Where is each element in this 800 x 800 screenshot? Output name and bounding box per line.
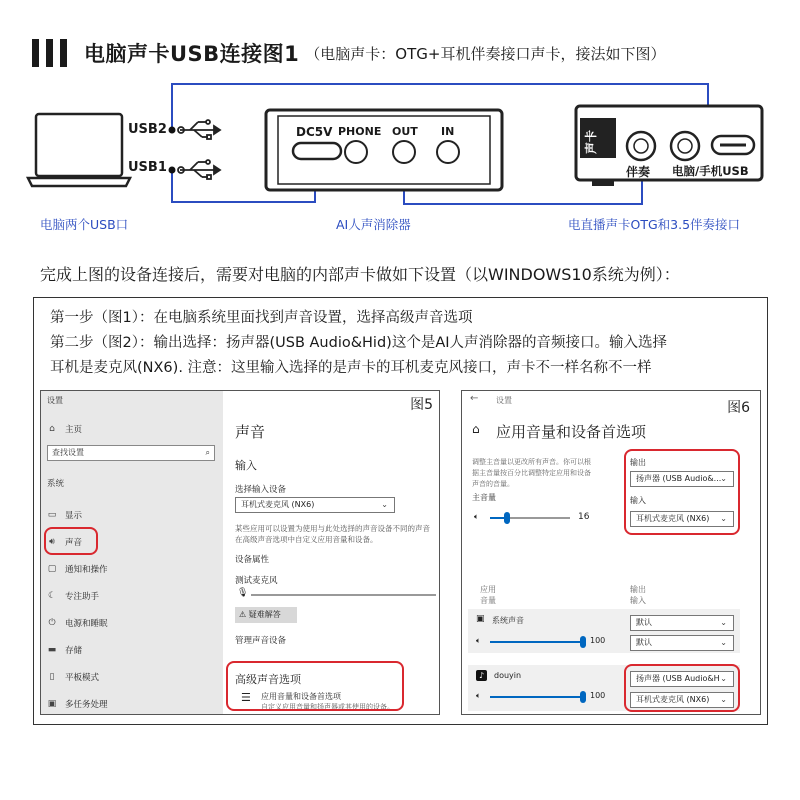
chevron-down-icon: ⌄ — [720, 695, 727, 704]
app-volume-link[interactable]: 应用音量和设备首选项 — [261, 692, 341, 701]
soundcard-tag: 声卡 — [584, 129, 598, 154]
chevron-down-icon: ⌄ — [720, 674, 727, 683]
speaker-icon: 🔈︎ — [476, 636, 481, 645]
master-volume-slider[interactable] — [490, 517, 570, 519]
app-volume-value: 100 — [590, 691, 606, 700]
system-volume-slider[interactable] — [490, 641, 584, 643]
speaker-icon: 🔊︎ — [49, 537, 55, 547]
sidebar-item-display[interactable] — [47, 509, 82, 521]
system-input-dropdown[interactable] — [630, 635, 734, 651]
page-header — [32, 36, 665, 70]
speaker-icon: 🔈︎ — [474, 512, 479, 521]
figure-6-screenshot — [461, 390, 761, 715]
sidebar-item-label: 电源和睡眠 — [65, 619, 108, 629]
sidebar-item-tablet[interactable] — [47, 671, 99, 683]
note-line-2: 在高级声音选项中自定义应用音量和设备。 — [235, 535, 378, 544]
master-volume-value: 16 — [578, 512, 590, 522]
sidebar-item-label: 显示 — [65, 511, 83, 521]
tablet-icon: ▯ — [49, 672, 55, 682]
column-header-app: 应用 — [480, 585, 496, 594]
usb2-label: USB2 — [128, 122, 167, 137]
advanced-heading: 高级声音选项 — [235, 673, 301, 686]
input-heading: 输入 — [235, 459, 257, 472]
sound-highlight-ring — [44, 527, 98, 555]
ai-voice-remover-device — [266, 110, 502, 190]
troubleshoot-label: 疑难解答 — [248, 610, 281, 619]
figure-tag: 图5 — [410, 397, 433, 413]
usb-icon — [178, 160, 220, 179]
note-line-1: 某些应用可以设置为使用与此处选择的声音设备不同的声音 — [235, 524, 430, 533]
search-icon: ⌕ — [205, 448, 210, 457]
back-arrow-icon[interactable]: ← — [470, 393, 479, 404]
column-header-output: 输出 — [630, 585, 646, 594]
laptop-icon — [28, 114, 130, 186]
dropdown-value: 扬声器 (USB Audio&H — [636, 674, 720, 683]
header-bar — [46, 39, 53, 67]
column-header-volume: 音量 — [480, 596, 496, 605]
sidebar-item-label: 通知和操作 — [65, 565, 108, 575]
advanced-highlight-ring — [226, 661, 404, 711]
sidebar-item-focus[interactable] — [47, 590, 99, 602]
dropdown-value: 默认 — [636, 618, 652, 627]
header-bar — [32, 39, 39, 67]
window-title: 设置 — [496, 396, 512, 405]
page-heading: 应用音量和设备首选项 — [496, 423, 647, 441]
app-volume-slider[interactable] — [490, 696, 584, 698]
slider-thumb[interactable] — [580, 691, 586, 703]
speaker-icon: 🔈︎ — [476, 691, 481, 700]
system-volume-value: 100 — [590, 636, 606, 645]
usb1-label: USB1 — [128, 160, 167, 175]
storage-icon: ▬ — [47, 645, 57, 655]
sidebar-item-label: 平板模式 — [65, 673, 100, 683]
soundcard-caption: 电直播声卡OTG和3.5伴奏接口 — [568, 217, 741, 232]
input-label: 输入 — [630, 496, 646, 505]
settings-sidebar — [41, 391, 223, 714]
sidebar-item-storage[interactable] — [47, 644, 82, 656]
sidebar-item-home[interactable] — [47, 423, 82, 435]
connection-diagram — [0, 76, 800, 236]
intro-text: 完成上图的设备连接后，需要对电脑的内部声卡做如下设置（以WINDOWS10系统为例）： — [40, 265, 680, 284]
mic-icon: 🎙︎ — [237, 588, 249, 598]
moon-icon: ☾ — [47, 591, 57, 601]
system-output-dropdown[interactable] — [630, 615, 734, 631]
slider-thumb[interactable] — [580, 636, 586, 648]
page-heading: 声音 — [235, 423, 266, 441]
dropdown-value: 耳机式麦克风 (NX6) — [636, 695, 710, 704]
ai-remover-caption: AI人声消除器 — [336, 217, 411, 232]
usb-icon — [178, 120, 220, 139]
sidebar-item-notifications[interactable] — [47, 563, 108, 575]
app-name: douyin — [494, 671, 522, 680]
chevron-down-icon: ⌄ — [720, 514, 727, 523]
desc-line-2: 据主音量按百分比调整特定应用和设备 — [472, 469, 591, 477]
column-header-input: 输入 — [630, 596, 646, 605]
input-device-dropdown[interactable] — [235, 497, 395, 513]
pc-usb-caption: 电脑两个USB口 — [40, 217, 129, 232]
output-label: 输出 — [630, 458, 646, 467]
sliders-icon: ☰ — [241, 691, 251, 704]
step-2-cont: 耳机是麦克风(NX6). 注意：这里输入选择的是声卡的耳机麦克风接口，声卡不一样名称不一样 — [50, 360, 652, 376]
dc5v-label: DC5V — [296, 125, 333, 139]
mic-level-bar — [251, 594, 436, 596]
troubleshoot-button[interactable] — [235, 607, 297, 623]
sidebar-item-label: 多任务处理 — [65, 700, 108, 710]
sidebar-item-label: 存储 — [65, 646, 83, 656]
search-placeholder: 查找设置 — [52, 448, 84, 457]
phone-label: PHONE — [338, 125, 382, 138]
desc-line-1: 调整主音量以更改所有声音。你可以根 — [472, 458, 591, 466]
figure-tag: 图6 — [727, 400, 750, 416]
test-mic-label: 测试麦克风 — [235, 576, 278, 586]
system-sounds-label: 系统声音 — [492, 616, 524, 625]
douyin-icon: ♪ — [476, 670, 487, 681]
settings-main — [223, 391, 439, 714]
sidebar-item-multitasking[interactable] — [47, 698, 108, 710]
home-icon: ⌂ — [472, 422, 480, 436]
system-sounds-icon: ▣ — [476, 614, 485, 624]
window-title: 设置 — [47, 396, 63, 405]
multitask-icon: ▣ — [47, 699, 57, 709]
chevron-down-icon: ⌄ — [720, 618, 727, 627]
desc-line-3: 声音的音量。 — [472, 480, 514, 488]
steps-panel — [33, 297, 768, 725]
master-volume-label: 主音量 — [472, 493, 496, 502]
chevron-down-icon: ⌄ — [720, 638, 727, 647]
step-1: 第一步（图1）：在电脑系统里面找到声音设置，选择高级声音选项 — [50, 310, 473, 326]
manage-devices-link[interactable]: 管理声音设备 — [235, 636, 287, 646]
dropdown-value: 默认 — [636, 638, 652, 647]
dropdown-value: 耳机式麦克风 (NX6) — [241, 500, 315, 509]
home-icon: ⌂ — [49, 424, 55, 434]
device-prefs-highlight-ring — [624, 449, 740, 535]
slider-thumb[interactable] — [504, 512, 510, 524]
warning-icon: ⚠ — [239, 610, 247, 619]
notification-icon: ▢ — [47, 564, 57, 574]
chevron-down-icon: ⌄ — [720, 474, 727, 483]
out-label: OUT — [392, 125, 418, 138]
section-label: 系统 — [47, 479, 65, 489]
in-label: IN — [441, 125, 455, 138]
device-properties-link[interactable]: 设备属性 — [235, 555, 270, 565]
choose-input-label: 选择输入设备 — [235, 485, 287, 495]
sidebar-item-label: 声音 — [65, 538, 83, 548]
monitor-icon: ▭ — [47, 510, 57, 520]
search-input[interactable] — [47, 445, 215, 461]
dropdown-value: 耳机式麦克风 (NX6) — [636, 514, 710, 523]
figure-5-screenshot — [40, 390, 440, 715]
sidebar-item-label: 主页 — [65, 425, 83, 435]
pc-phone-usb-label: 电脑/手机USB — [672, 164, 749, 178]
accompany-label: 伴奏 — [626, 165, 651, 179]
app-volume-desc: 自定义应用音量和扬声器或其使用的设备。 — [261, 703, 394, 711]
sidebar-item-label: 专注助手 — [65, 592, 100, 602]
page-subtitle: （电脑声卡：OTG+耳机伴奏接口声卡，接法如下图） — [305, 44, 666, 63]
app-devices-highlight-ring — [624, 664, 740, 712]
chevron-down-icon: ⌄ — [381, 500, 388, 509]
power-icon: ⏻ — [48, 618, 56, 628]
header-bar — [60, 39, 67, 67]
dropdown-value: 扬声器 (USB Audio&... — [636, 474, 722, 483]
step-2: 第二步（图2）：输出选择：扬声器(USB Audio&Hid)这个是AI人声消除器的音频接口。输入选择 — [50, 335, 668, 351]
sidebar-item-power[interactable] — [47, 617, 108, 629]
page-title: 电脑声卡USB连接图1 — [84, 42, 300, 66]
